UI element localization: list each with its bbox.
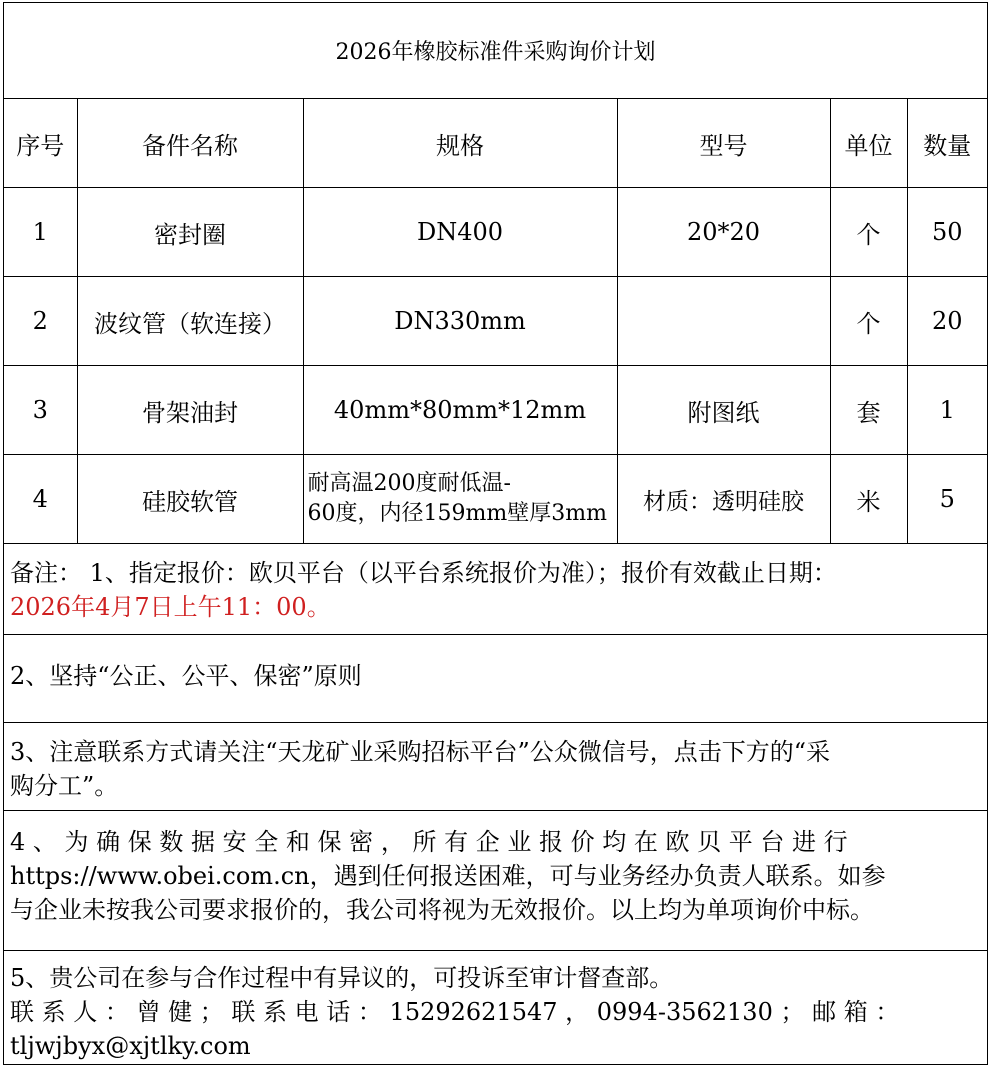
- table-row: [4, 188, 987, 277]
- cell-no: 1: [4, 188, 77, 277]
- note-4-line: 与企业未按我公司要求报价的，我公司将视为无效报价。以上均为单项询价中标。: [10, 896, 874, 924]
- cell-spec: [303, 455, 617, 544]
- header-unit: 单位: [830, 99, 907, 188]
- cell-unit: 个: [830, 188, 907, 277]
- cell-qty: 50: [907, 188, 987, 277]
- cell-no: 4: [4, 455, 77, 544]
- deadline-text: 2026年4月7日上午11：00。: [10, 593, 331, 621]
- note-3-line: 3、注意联系方式请关注“天龙矿业采购招标平台”公众微信号，点击下方的“采: [10, 738, 831, 766]
- header-qty: 数量: [907, 99, 987, 188]
- cell-qty: 5: [907, 455, 987, 544]
- cell-unit: 个: [830, 277, 907, 366]
- note-3: [4, 722, 987, 810]
- note-1-text: 备注： 1、指定报价：欧贝平台（以平台系统报价为准）；报价有效截止日期：: [10, 559, 837, 587]
- cell-name: 硅胶软管: [77, 455, 303, 544]
- note-3-line: 购分工”。: [10, 772, 119, 800]
- cell-unit: 米: [830, 455, 907, 544]
- cell-name: 密封圈: [77, 188, 303, 277]
- cell-spec-line: 60度，内径159mm壁厚3mm: [307, 501, 607, 526]
- table-header-row: [4, 99, 987, 188]
- cell-model: 20*20: [617, 188, 830, 277]
- header-model: 型号: [617, 99, 830, 188]
- note-4-link-line: https://www.obei.com.cn，遇到任何报送困难，可与业务经办负责人联系。如参: [10, 862, 886, 890]
- note-4-line: 4 、 为 确 保 数 据 安 全 和 保 密 ， 所 有 企 业 报 价 均 在 欧 贝 平 台 进 行: [10, 828, 848, 856]
- header-no: 序号: [4, 99, 77, 188]
- cell-qty: 1: [907, 366, 987, 455]
- note-4: [4, 810, 987, 950]
- page-title: 2026年橡胶标准件采购询价计划: [4, 3, 987, 99]
- cell-model: 材质：透明硅胶: [617, 455, 830, 544]
- note-2: [4, 634, 987, 722]
- table-row: [4, 366, 987, 455]
- cell-model: 附图纸: [617, 366, 830, 455]
- cell-spec: DN400: [303, 188, 617, 277]
- header-name: 备件名称: [77, 99, 303, 188]
- note-5: [4, 950, 987, 1066]
- parts-table: [4, 99, 987, 544]
- cell-unit: 套: [830, 366, 907, 455]
- header-spec: 规格: [303, 99, 617, 188]
- note-1: [4, 544, 987, 634]
- cell-qty: 20: [907, 277, 987, 366]
- cell-no: 3: [4, 366, 77, 455]
- procurement-sheet: [3, 2, 988, 1065]
- table-row: [4, 277, 987, 366]
- contact-line: 联 系 人 ： 曾 健 ； 联 系 电 话 ： 15292621547 ， 0994-3562130 ； 邮 箱 ：: [10, 998, 900, 1026]
- cell-name: 波纹管（软连接）: [77, 277, 303, 366]
- cell-spec-line: 耐高温200度耐低温-: [307, 471, 511, 496]
- cell-spec: DN330mm: [303, 277, 617, 366]
- note-5-line: 5、贵公司在参与合作过程中有异议的，可投诉至审计督查部。: [10, 964, 674, 992]
- cell-model: [617, 277, 830, 366]
- note-2-text: 2、坚持“公正、公平、保密”原则: [10, 662, 362, 690]
- cell-no: 2: [4, 277, 77, 366]
- cell-name: 骨架油封: [77, 366, 303, 455]
- table-row: [4, 455, 987, 544]
- cell-spec: 40mm*80mm*12mm: [303, 366, 617, 455]
- notes-section: [4, 544, 987, 1066]
- email-text: tljwjbyx@xjtlky.com: [10, 1032, 251, 1060]
